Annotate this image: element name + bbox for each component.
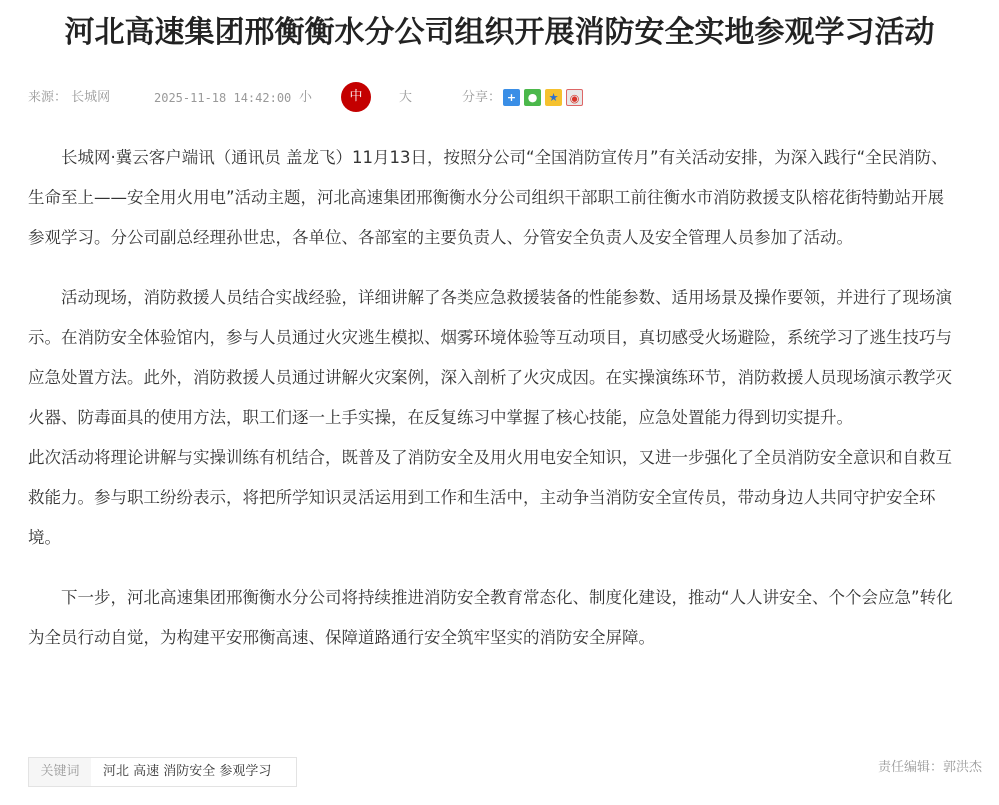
paragraph-4: 下一步，河北高速集团邢衡衡水分公司将持续推进消防安全教育常态化、制度化建设，推动“人人讲安全、个个会应急”转化为全员行动自觉，为构建平安邢衡高速、保障道路通行安全筑牢坚实的消防安全屏障。 (28, 588, 953, 647)
font-size-small-button[interactable]: 小 (299, 90, 313, 105)
paragraph-1: 长城网·冀云客户端讯（通讯员 盖龙飞）11月13日，按照分公司“全国消防宣传月”有关活动安排，为深入践行“全民消防、生命至上——安全用火用电”活动主题，河北高速集团邢衡衡水分公司组织干部职工前往衡水市消防救援支队榕花街特勤站开展参观学习。分公司副总经理孙世忠，各单位、各部室的主要负责人、分管安全负责人及安全管理人员参加了活动。 (28, 148, 948, 247)
qzone-icon[interactable]: ★ (545, 89, 562, 106)
article-title: 河北高速集团邢衡衡水分公司组织开展消防安全实地参观学习活动 (64, 15, 935, 50)
keywords-label: 关键词 (29, 758, 91, 786)
article-meta (28, 84, 971, 112)
font-size-large-button[interactable]: 大 (399, 90, 413, 105)
share-icons (503, 89, 583, 107)
paragraph-3: 此次活动将理论讲解与实操训练有机结合，既普及了消防安全及用火用电安全知识，又进一步强化了全员消防安全意识和自救互救能力。参与职工纷纷表示，将把所学知识灵活运用到工作和生活中，主动争当消防安全宣传员，带动身边人共同守护安全环境。 (28, 448, 952, 547)
wechat-icon[interactable]: ● (524, 89, 541, 106)
keywords-box (28, 757, 297, 787)
article-source: 来源： 长城网 (28, 90, 111, 105)
responsible-editor: 责任编辑：郭洪杰 (877, 760, 982, 775)
weibo-icon[interactable]: ◉ (566, 89, 583, 106)
keywords-values[interactable]: 河北 高速 消防安全 参观学习 (103, 764, 272, 779)
font-size-medium-button[interactable]: 中 (341, 82, 371, 112)
article-body (28, 138, 958, 658)
plus-icon[interactable]: + (503, 89, 520, 106)
paragraph-2: 活动现场，消防救援人员结合实战经验，详细讲解了各类应急救援装备的性能参数、适用场景及操作要领，并进行了现场演示。在消防安全体验馆内，参与人员通过火灾逃生模拟、烟雾环境体验等互动项目，真切感受火场避险，系统学习了逃生技巧与应急处置方法。此外，消防救援人员通过讲解火灾案例，深入剖析了火灾成因。在实操演练环节，消防救援人员现场演示教学灭火器、防毒面具的使用方法，职工们逐一上手实操，在反复练习中掌握了核心技能，应急处置能力得到切实提升。 (28, 288, 952, 427)
share-label: 分享： (462, 90, 502, 105)
publish-date: 2025-11-18 14:42:00 (154, 91, 292, 105)
